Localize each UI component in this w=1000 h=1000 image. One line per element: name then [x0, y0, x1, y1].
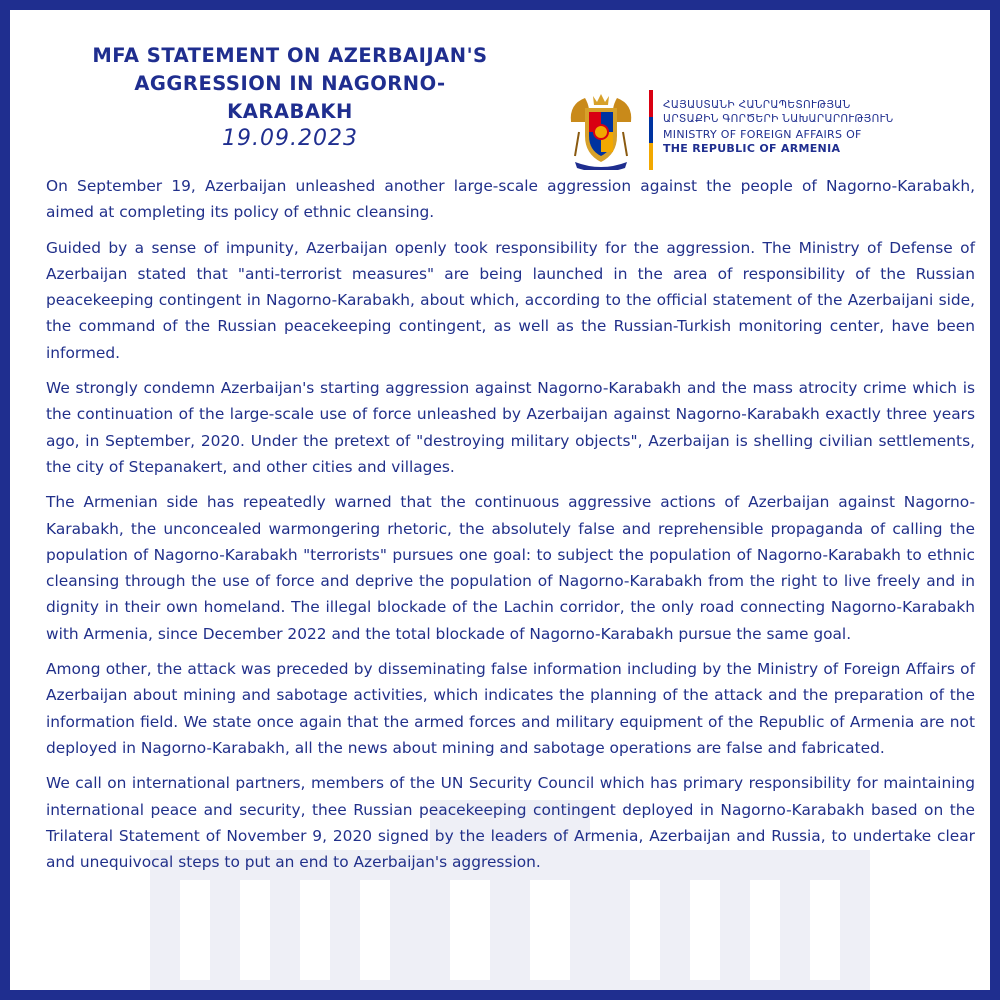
- paragraph-4: The Armenian side has repeatedly warned that the continuous aggressive actions of Azerbaijan against Nagorno-Karabakh, the unconcealed warmongering rhetoric, the absolutely false and reprehensible propaganda of calling the population of Nagorno-Karabakh "terrorists" pursues one goal: to subject the population of Nagorno-Karabakh to ethnic cleansing through the use of force and deprive the population of Nagorno-Karabakh from the right to live freely and in dignity in their own homeland. The illegal blockade of the Lachin corridor, the only road connecting Nagorno-Karabakh with Armenia, since December 2022 and the total blockade of Nagorno-Karabakh pursue the same goal.: [46, 493, 975, 643]
- paragraph-5: Among other, the attack was preceded by disseminating false information including by the Ministry of Foreign Affairs of Azerbaijan about mining and sabotage activities, which indicates the planning of the attack and the preparation of the information field. We state once again that the armed forces and military equipment of the Republic of Armenia are not deployed in Nagorno-Karabakh, all the news about mining and sabotage operations are false and fabricated.: [46, 660, 975, 757]
- ministry-name-hy-2: ԱՐՏԱՔԻՆ ԳՈՐԾԵՐԻ ՆԱԽԱՐԱՐՈՒԹՅՈՒՆ: [663, 113, 894, 125]
- ministry-name-hy-1: ՀԱՅԱՍՏԱՆԻ ՀԱՆՐԱՊԵՏՈՒԹՅԱՆ: [663, 99, 851, 111]
- flag-orange-stripe: [649, 143, 653, 170]
- title-line-1: MFA STATEMENT ON AZERBAIJAN'S: [92, 44, 488, 67]
- paragraph-6: We call on international partners, members of the UN Security Council which has primary responsibility for maintaining international peace and security, thee Russian peacekeeping contingent deployed in Nagorno-Karabakh based on the Trilateral Statement of November 9, 2020 signed by the leaders of Armenia, Azerbaijan and Russia, to undertake clear and unequivocal steps to put an end to Azerbaijan's aggression.: [46, 774, 975, 872]
- statement-date: 19.09.2023: [222, 126, 358, 151]
- flag-blue-stripe: [649, 117, 653, 144]
- paragraph-3: We strongly condemn Azerbaijan's starting aggression against Nagorno-Karabakh and the mass atrocity crime which is the continuation of the large-scale use of force unleashed by Azerbaijan against Nagorno-Karabakh exactly three years ago, in September, 2020. Under the pretext of "destroying military objects", Azerbaijan is shelling civilian settlements, the city of Stepanakert, and other cities and villages.: [46, 379, 975, 476]
- statement-body: [46, 173, 975, 884]
- ministry-name-en-1: MINISTRY OF FOREIGN AFFAIRS OF: [663, 128, 862, 141]
- flag-red-stripe: [649, 90, 653, 117]
- title-line-2: AGGRESSION IN NAGORNO-KARABAKH: [134, 72, 446, 123]
- ministry-name: [663, 98, 963, 156]
- paragraph-2: Guided by a sense of impunity, Azerbaijan openly took responsibility for the aggression. The Ministry of Defense of Azerbaijan stated that "anti-terrorist measures" are being launched in the area of responsibility of the Russian peacekeeping contingent in Nagorno-Karabakh, about which, according to the official statement of the Azerbaijani side, the command of the Russian peacekeeping contingent, as well as the Russian-Turkish monitoring center, have been informed.: [46, 238, 975, 362]
- coat-of-arms-icon: [565, 92, 637, 170]
- ministry-name-en-2: THE REPUBLIC OF ARMENIA: [663, 142, 841, 155]
- statement-title: [90, 42, 490, 126]
- armenian-flag-stripe: [649, 90, 653, 170]
- ministry-logo: [565, 90, 965, 170]
- paragraph-1: On September 19, Azerbaijan unleashed another large-scale aggression against the people of Nagorno-Karabakh, aimed at completing its policy of ethnic cleansing.: [46, 177, 975, 222]
